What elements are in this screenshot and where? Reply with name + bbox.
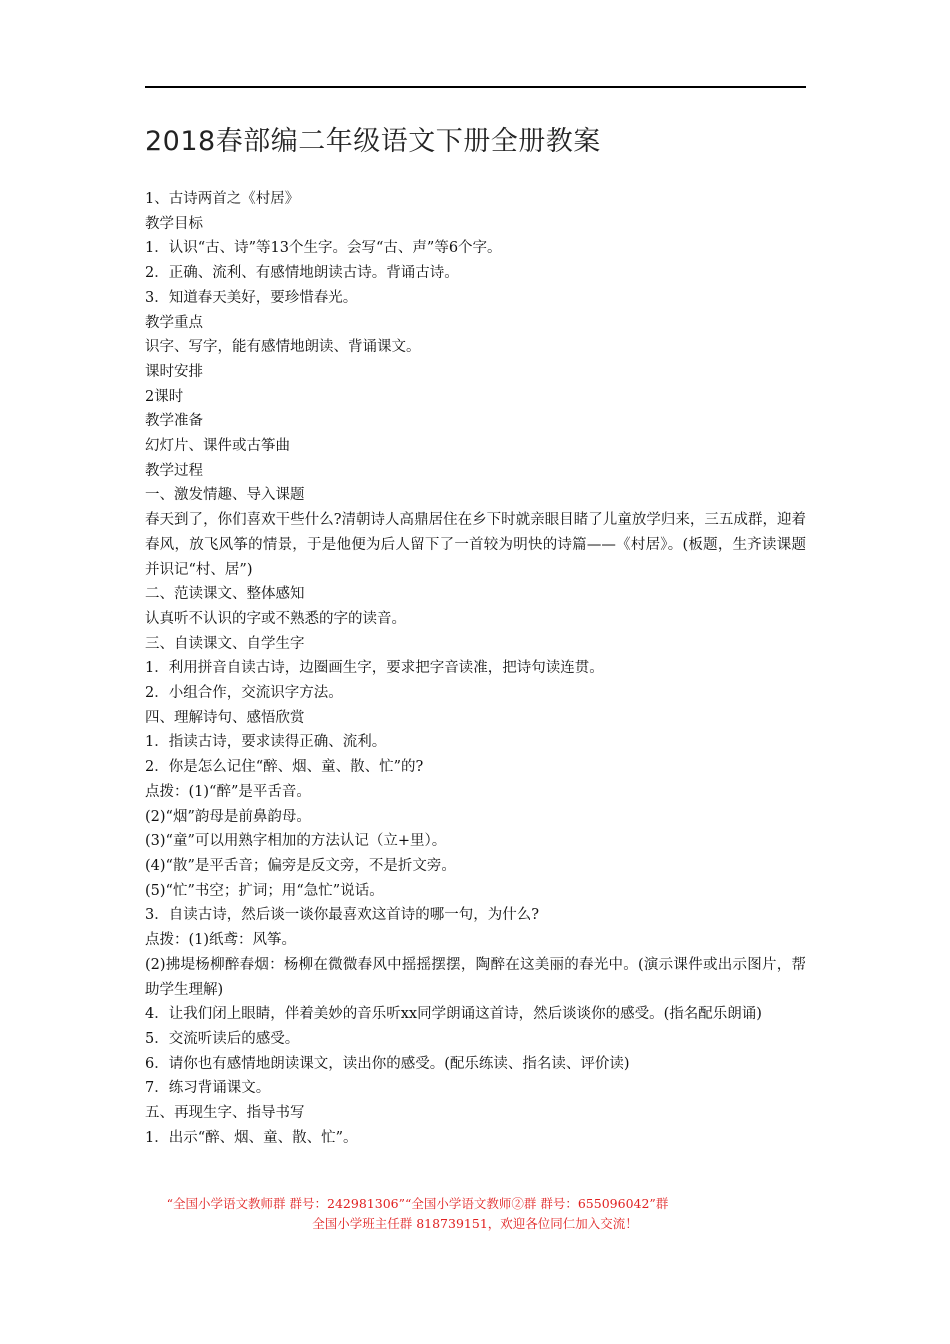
body-line: 3．知道春天美好，要珍惜春光。 xyxy=(145,289,358,306)
document-body xyxy=(145,187,806,1150)
body-line: 2．正确、流利、有感情地朗读古诗。背诵古诗。 xyxy=(145,265,459,282)
section-heading-goals: 教学目标 xyxy=(145,215,203,232)
body-line: 2．你是怎么记住“醉、烟、童、散、忙”的? xyxy=(145,759,424,776)
document-title: 2018春部编二年级语文下册全册教案 xyxy=(145,126,601,157)
body-paragraph: 4．让我们闭上眼睛，伴着美妙的音乐听xx同学朗诵这首诗，然后谈谈你的感受。(指名配乐朗诵) xyxy=(145,1006,762,1023)
body-line: 点拨：(1)纸鸢：风筝。 xyxy=(145,932,297,949)
section-heading-schedule: 课时安排 xyxy=(145,363,203,380)
footer-line-invite: 全国小学班主任群 818739151，欢迎各位同仁加入交流！ xyxy=(312,1216,638,1231)
body-line: (3)“童”可以用熟字相加的方法认记（立+里）。 xyxy=(145,833,447,850)
body-line: (4)“散”是平舌音；偏旁是反文旁，不是折文旁。 xyxy=(145,857,456,874)
step-heading: 三、自读课文、自学生字 xyxy=(145,635,305,652)
footer-line-groups: “全国小学语文教师群 群号：242981306”“全国小学语文教师②群 群号：655096042”群 xyxy=(166,1196,669,1211)
body-line: (5)“忙”书空；扩词；用“急忙”说话。 xyxy=(145,882,384,899)
body-line: 2．小组合作，交流识字方法。 xyxy=(145,685,343,702)
body-line: (2)“烟”韵母是前鼻韵母。 xyxy=(145,808,311,825)
body-line: 1．指读古诗，要求读得正确、流利。 xyxy=(145,734,387,751)
body-line: 认真听不认识的字或不熟悉的字的读音。 xyxy=(145,610,406,627)
body-line: 2课时 xyxy=(145,388,184,405)
step-heading: 五、再现生字、指导书写 xyxy=(145,1105,305,1122)
step-heading: 二、范读课文、整体感知 xyxy=(145,586,305,603)
section-heading-prep: 教学准备 xyxy=(145,413,203,430)
step-heading: 四、理解诗句、感悟欣赏 xyxy=(145,709,305,726)
body-line: 1．出示“醉、烟、童、散、忙”。 xyxy=(145,1129,358,1146)
body-line: 1．利用拼音自读古诗，边圈画生字，要求把字音读准，把诗句读连贯。 xyxy=(145,660,604,677)
body-paragraph: (2)拂堤杨柳醉春烟：杨柳在微微春风中摇摇摆摆，陶醉在这美丽的春光中。(演示课件或出示图片，帮助学生理解) xyxy=(145,956,806,998)
header-rule xyxy=(145,86,806,88)
body-line: 点拨：(1)“醉”是平舌音。 xyxy=(145,783,311,800)
lesson-heading: 1、古诗两首之《村居》 xyxy=(145,191,300,207)
section-heading-focus: 教学重点 xyxy=(145,314,203,331)
body-line: 7．练习背诵课文。 xyxy=(145,1080,271,1097)
body-line: 5．交流听读后的感受。 xyxy=(145,1030,300,1047)
section-heading-process: 教学过程 xyxy=(145,462,203,479)
step-heading: 一、激发情趣、导入课题 xyxy=(145,487,305,504)
body-paragraph: 春天到了，你们喜欢干些什么?清朝诗人高鼎居住在乡下时就亲眼目睹了儿童放学归来，三五成群，迎着春风，放飞风筝的情景，于是他便为后人留下了一首较为明快的诗篇——《村居》。(板题，生齐读课题并识记“村、居”) xyxy=(145,512,806,578)
body-line: 识字、写字，能有感情地朗读、背诵课文。 xyxy=(145,339,421,356)
body-line: 幻灯片、课件或古筝曲 xyxy=(145,438,290,455)
body-line: 3．自读古诗，然后谈一谈你最喜欢这首诗的哪一句，为什么? xyxy=(145,907,539,924)
footer-notice xyxy=(0,1194,950,1234)
body-line: 1．认识“古、诗”等13个生字。会写“古、声”等6个字。 xyxy=(145,240,502,257)
body-line: 6．请你也有感情地朗读课文，读出你的感受。(配乐练读、指名读、评价读) xyxy=(145,1055,630,1072)
